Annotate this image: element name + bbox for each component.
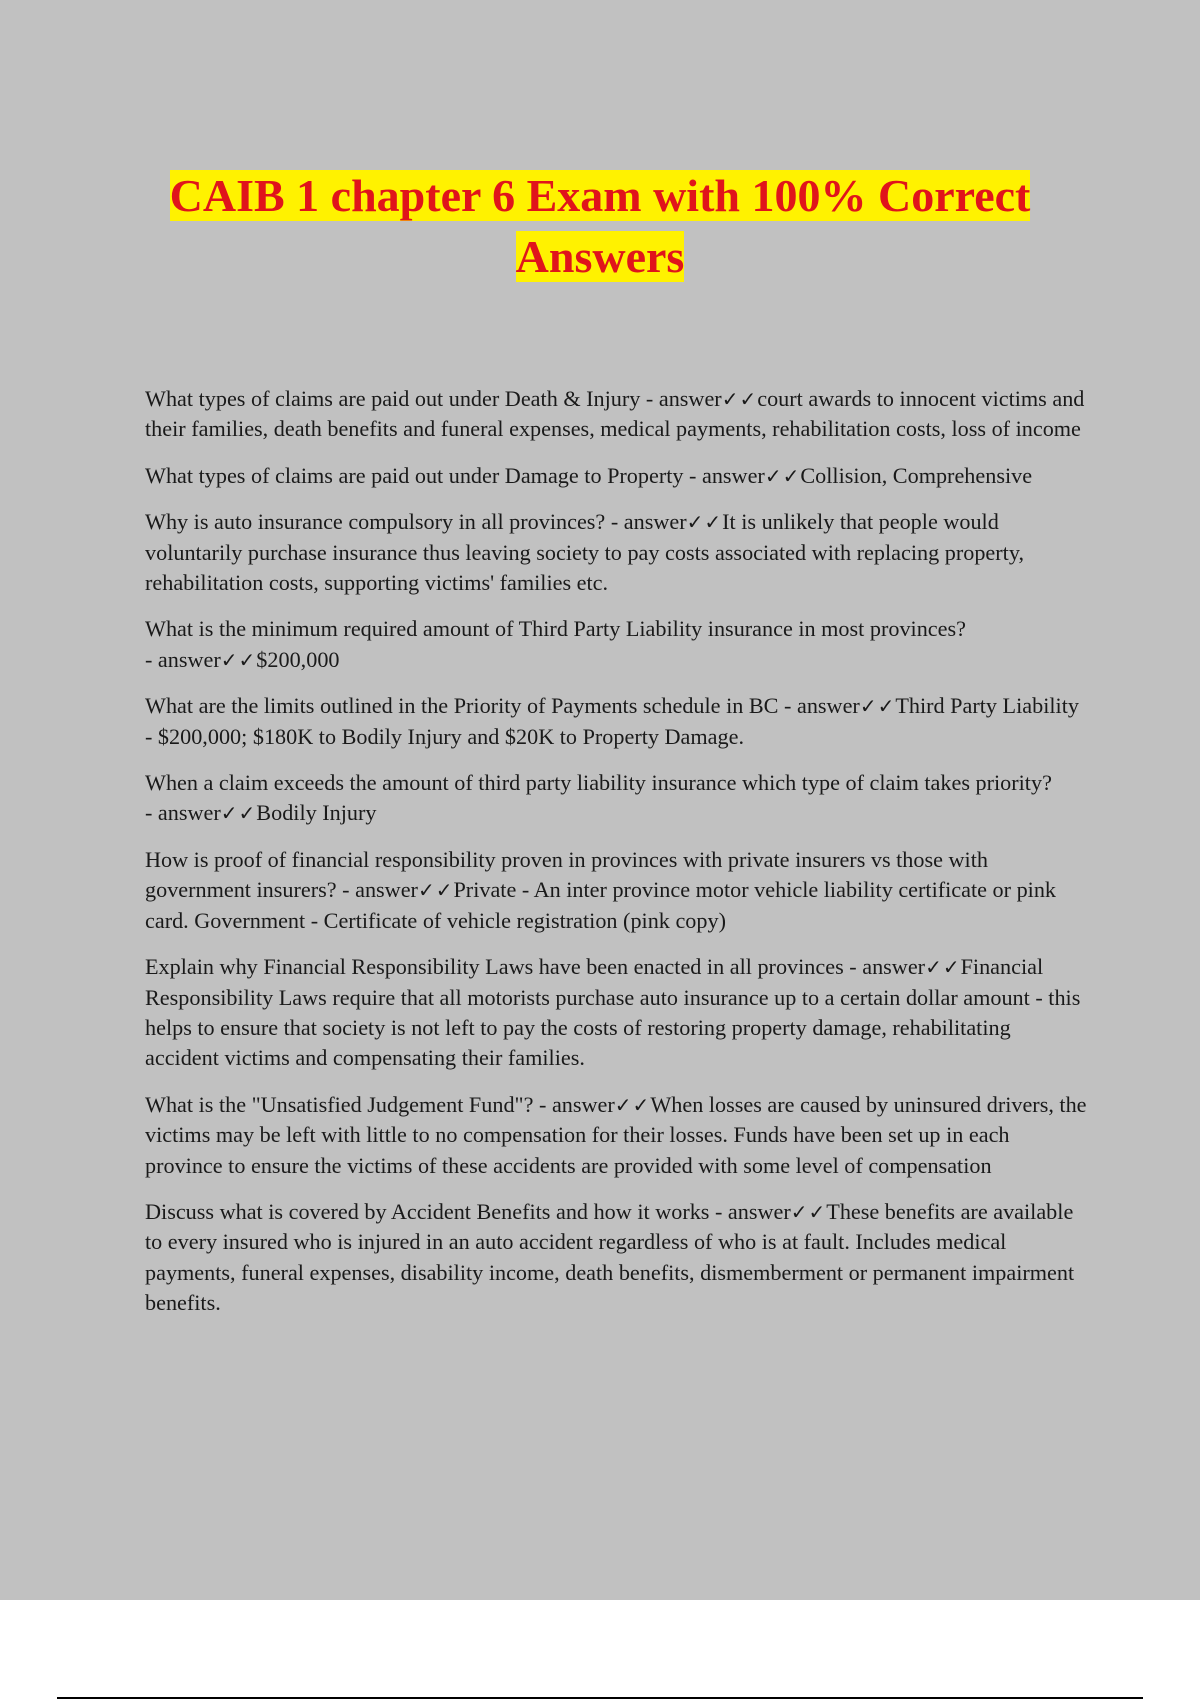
answer-label bbox=[605, 509, 722, 534]
page-title: CAIB 1 chapter 6 Exam with 100% Correct Answers bbox=[169, 170, 1031, 282]
answer-prefix: - answer bbox=[778, 693, 860, 719]
double-check-icon: ✓✓ bbox=[764, 463, 801, 488]
qa-item bbox=[145, 461, 1090, 491]
answer-label bbox=[684, 463, 801, 488]
answer-label bbox=[640, 386, 757, 411]
answer-text: Private - An inter province motor vehicle liability certificate or pink card. Government - Certificate of vehicle registration (pink copy) bbox=[145, 877, 1057, 933]
question-text: Explain why Financial Responsibility Laws have been enacted in all provinces bbox=[145, 954, 844, 980]
answer-text: $200,000 bbox=[256, 646, 340, 672]
qa-item bbox=[145, 384, 1090, 445]
answer-prefix: - answer bbox=[336, 877, 418, 903]
double-check-icon: ✓✓ bbox=[614, 1092, 651, 1117]
double-check-icon: ✓✓ bbox=[790, 1199, 827, 1224]
footer-rule bbox=[57, 1697, 1143, 1699]
qa-item bbox=[145, 614, 1090, 675]
qa-item bbox=[145, 952, 1090, 1074]
answer-prefix: - answer bbox=[640, 386, 722, 411]
double-check-icon: ✓✓ bbox=[220, 647, 257, 672]
answer-prefix: - answer bbox=[683, 462, 765, 488]
answer-label bbox=[533, 1092, 650, 1117]
double-check-icon: ✓✓ bbox=[859, 694, 896, 719]
double-check-icon: ✓✓ bbox=[925, 955, 961, 980]
answer-label bbox=[145, 647, 256, 672]
question-text: What is the minimum required amount of Third Party Liability insurance in most provinces? bbox=[145, 616, 966, 642]
double-check-icon: ✓✓ bbox=[220, 801, 257, 826]
question-text: How is proof of financial responsibility proven in provinces with private insurers vs those with government insurers? bbox=[145, 846, 988, 903]
double-check-icon: ✓✓ bbox=[417, 878, 454, 903]
qa-item bbox=[145, 691, 1090, 752]
answer-text: Bodily Injury bbox=[256, 800, 377, 826]
answer-text: Third Party Liability - $200,000; $180K to Bodily Injury and $20K to Property Damage. bbox=[145, 693, 1079, 749]
answer-prefix: - answer bbox=[843, 954, 926, 980]
answer-label bbox=[337, 877, 454, 902]
answer-prefix: - answer bbox=[145, 800, 221, 826]
question-text: When a claim exceeds the amount of third party liability insurance which type of claim takes priority? bbox=[145, 770, 1052, 796]
title-block bbox=[100, 165, 1100, 287]
question-text: What are the limits outlined in the Priority of Payments schedule in BC bbox=[145, 693, 779, 719]
question-text: What is the "Unsatisfied Judgement Fund"? bbox=[145, 1091, 534, 1117]
answer-label bbox=[145, 800, 256, 825]
question-text: Why is auto insurance compulsory in all provinces? bbox=[145, 509, 606, 535]
answer-text: Collision, Comprehensive bbox=[800, 462, 1033, 488]
answer-prefix: - answer bbox=[533, 1091, 615, 1117]
answer-text: Financial Responsibility Laws require that all motorists purchase auto insurance up to a certain dollar amount - this helps to ensure that society is not left to pay the costs of restoring property damage, rehabilitating accident victims and compensating their families. bbox=[145, 954, 1081, 1071]
answer-text: It is unlikely that people would voluntarily purchase insurance thus leaving society to pay costs associated with replacing property, rehabilitation costs, supporting victims' families etc. bbox=[145, 509, 1025, 596]
answer-text: court awards to innocent victims and their families, death benefits and funeral expenses, medical payments, rehabilitation costs, loss of income bbox=[145, 386, 1085, 442]
qa-item bbox=[145, 507, 1090, 598]
question-text: Discuss what is covered by Accident Benefits and how it works bbox=[145, 1198, 710, 1224]
answer-prefix: - answer bbox=[709, 1198, 791, 1224]
double-check-icon: ✓✓ bbox=[686, 510, 723, 535]
qa-list bbox=[145, 384, 1090, 1335]
answer-label bbox=[709, 1199, 826, 1224]
answer-prefix: - answer bbox=[145, 646, 221, 672]
answer-label bbox=[844, 954, 961, 979]
question-text: What types of claims are paid out under Damage to Property bbox=[145, 462, 684, 488]
answer-text: These benefits are available to every insured who is injured in an auto accident regardless of who is at fault. Includes medical payments, funeral expenses, disability income, death benefits, dismemberment or permanent impairment benefits. bbox=[145, 1198, 1075, 1316]
answer-prefix: - answer bbox=[605, 509, 687, 535]
qa-item bbox=[145, 1090, 1090, 1181]
qa-item bbox=[145, 768, 1090, 829]
qa-item bbox=[145, 845, 1090, 936]
answer-label bbox=[778, 693, 895, 718]
qa-item bbox=[145, 1197, 1090, 1319]
answer-text: When losses are caused by uninsured drivers, the victims may be left with little to no compensation for their losses. Funds have been set up in each province to ensure the victims of these accidents are provided with some level of compensation bbox=[145, 1091, 1087, 1178]
double-check-icon: ✓✓ bbox=[721, 387, 758, 411]
question-text: What types of claims are paid out under Death & Injury bbox=[145, 386, 641, 411]
